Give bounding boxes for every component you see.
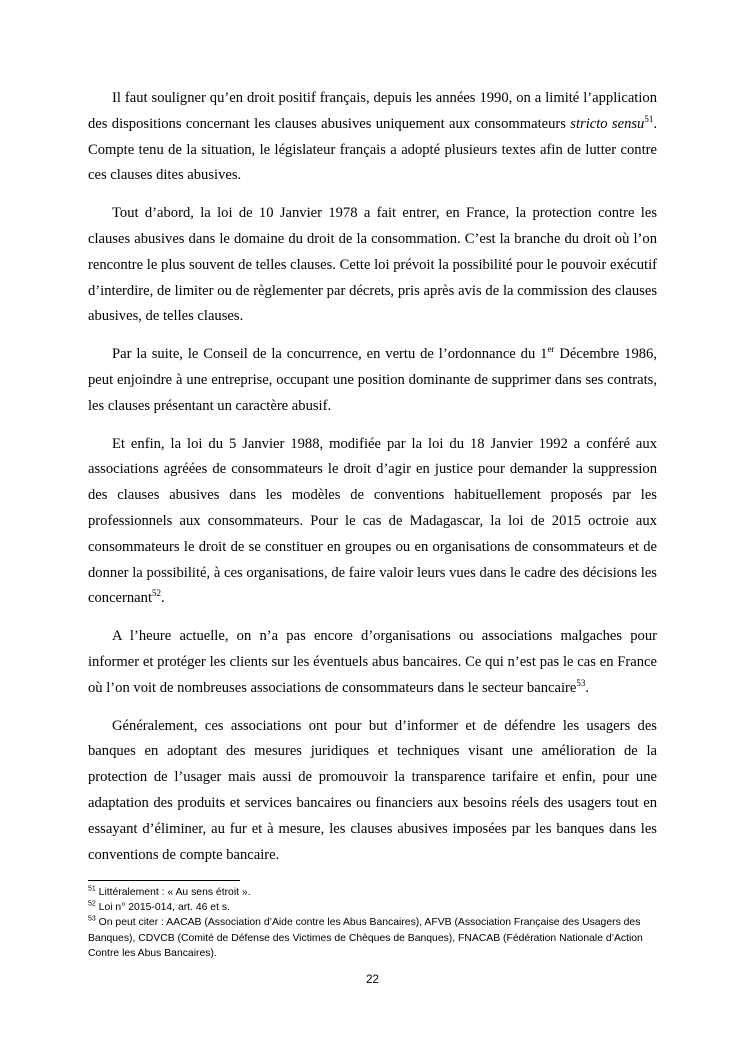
paragraph-text: Par la suite, le Conseil de la concurrence, en vertu de l’ordonnance du 1 bbox=[112, 346, 548, 363]
paragraph-text: A l’heure actuelle, on n’a pas encore d’organisations ou associations malgaches pour informer et protéger les clients sur les éventuels abus bancaires. Ce qui n’est pas le cas en France où l’on voit de nombreuses associations de consommateurs dans le secteur bancaire bbox=[88, 628, 657, 696]
paragraph bbox=[88, 86, 657, 189]
paragraph-text: Généralement, ces associations ont pour but d’informer et de défendre les usagers des banques en adoptant des mesures juridiques et techniques visant une amélioration de la protection de l’usager mais aussi de promouvoir la transparence tarifaire et enfin, pour une adaptation des produits et services bancaires ou financiers aux besoins réels des usagers tout en essayant d’éliminer, au fur et à mesure, les clauses abusives imposées par les banques dans les conventions de compte bancaire. bbox=[88, 717, 657, 863]
paragraph bbox=[88, 432, 657, 613]
superscript: er bbox=[547, 344, 555, 355]
paragraph-text: Il faut souligner qu’en droit positif français, depuis les années 1990, on a limité l’application des dispositions concernant les clauses abusives uniquement aux consommateurs bbox=[88, 90, 657, 132]
page-number: 22 bbox=[366, 974, 379, 986]
footnotes bbox=[88, 885, 657, 961]
body-text bbox=[88, 86, 657, 880]
footnote-text: Littéralement : « Au sens étroit ». bbox=[95, 887, 251, 898]
paragraph bbox=[88, 201, 657, 330]
footnote-number: 51 bbox=[88, 885, 96, 893]
paragraph-text: Tout d’abord, la loi de 10 Janvier 1978 a fait entrer, en France, la protection contre les clauses abusives dans le domaine du droit de la consommation. C’est la branche du droit où l’on rencontre le plus souvent de telles clauses. Cette loi prévoit la possibilité pour le pouvoir exécutif d’interdire, de limiter ou de règlementer par décrets, pris après avis de la commission des clauses abusives, de telles clauses. bbox=[88, 205, 657, 325]
footnote-number: 52 bbox=[88, 900, 96, 908]
footnote bbox=[88, 900, 657, 915]
footnote-number: 53 bbox=[88, 915, 96, 923]
paragraph bbox=[88, 342, 657, 419]
paragraph-text: . Compte tenu de la situation, le législateur français a adopté plusieurs textes afin de lutter contre ces clauses dites abusives. bbox=[88, 115, 658, 184]
superscript: 51 bbox=[644, 113, 654, 124]
footnote-text: On peut citer : AACAB (Association d’Aide contre les Abus Bancaires), AFVB (Association Française des Usagers des Banques), CDVCB (Comité de Défense des Victimes de Chèques de Banques), FNACAB (Fédération Nationale d’Action Contre les Abus Bancaires). bbox=[88, 917, 643, 959]
paragraph bbox=[88, 624, 657, 701]
footnote bbox=[88, 885, 657, 900]
paragraph-text: Décembre 1986, peut enjoindre à une entreprise, occupant une position dominante de supprimer dans ses contrats, les clauses présentant un caractère abusif. bbox=[88, 346, 657, 414]
paragraph-text: . bbox=[161, 590, 165, 607]
paragraph-text: . bbox=[585, 679, 589, 696]
footnote-separator bbox=[88, 880, 240, 881]
paragraph bbox=[88, 714, 657, 869]
footnote bbox=[88, 915, 657, 961]
superscript: 53 bbox=[576, 677, 586, 688]
paragraph-text: Et enfin, la loi du 5 Janvier 1988, modifiée par la loi du 18 Janvier 1992 a conféré aux associations agréées de consommateurs le droit d’agir en justice pour demander la suppression des clauses abusives dans les modèles de conventions habituellement proposés par les professionnels aux consommateurs. Pour le cas de Madagascar, la loi de 2015 octroie aux consommateurs le droit de se constituer en groupes ou en organisations de consommateurs et de donner la possibilité, à ces organisations, de faire valoir leurs vues dans le cadre des décisions les concernant bbox=[88, 435, 657, 607]
superscript: 52 bbox=[152, 588, 162, 599]
footnote-text: Loi n° 2015-014, art. 46 et s. bbox=[95, 902, 230, 914]
italic-text: stricto sensu bbox=[570, 115, 645, 132]
